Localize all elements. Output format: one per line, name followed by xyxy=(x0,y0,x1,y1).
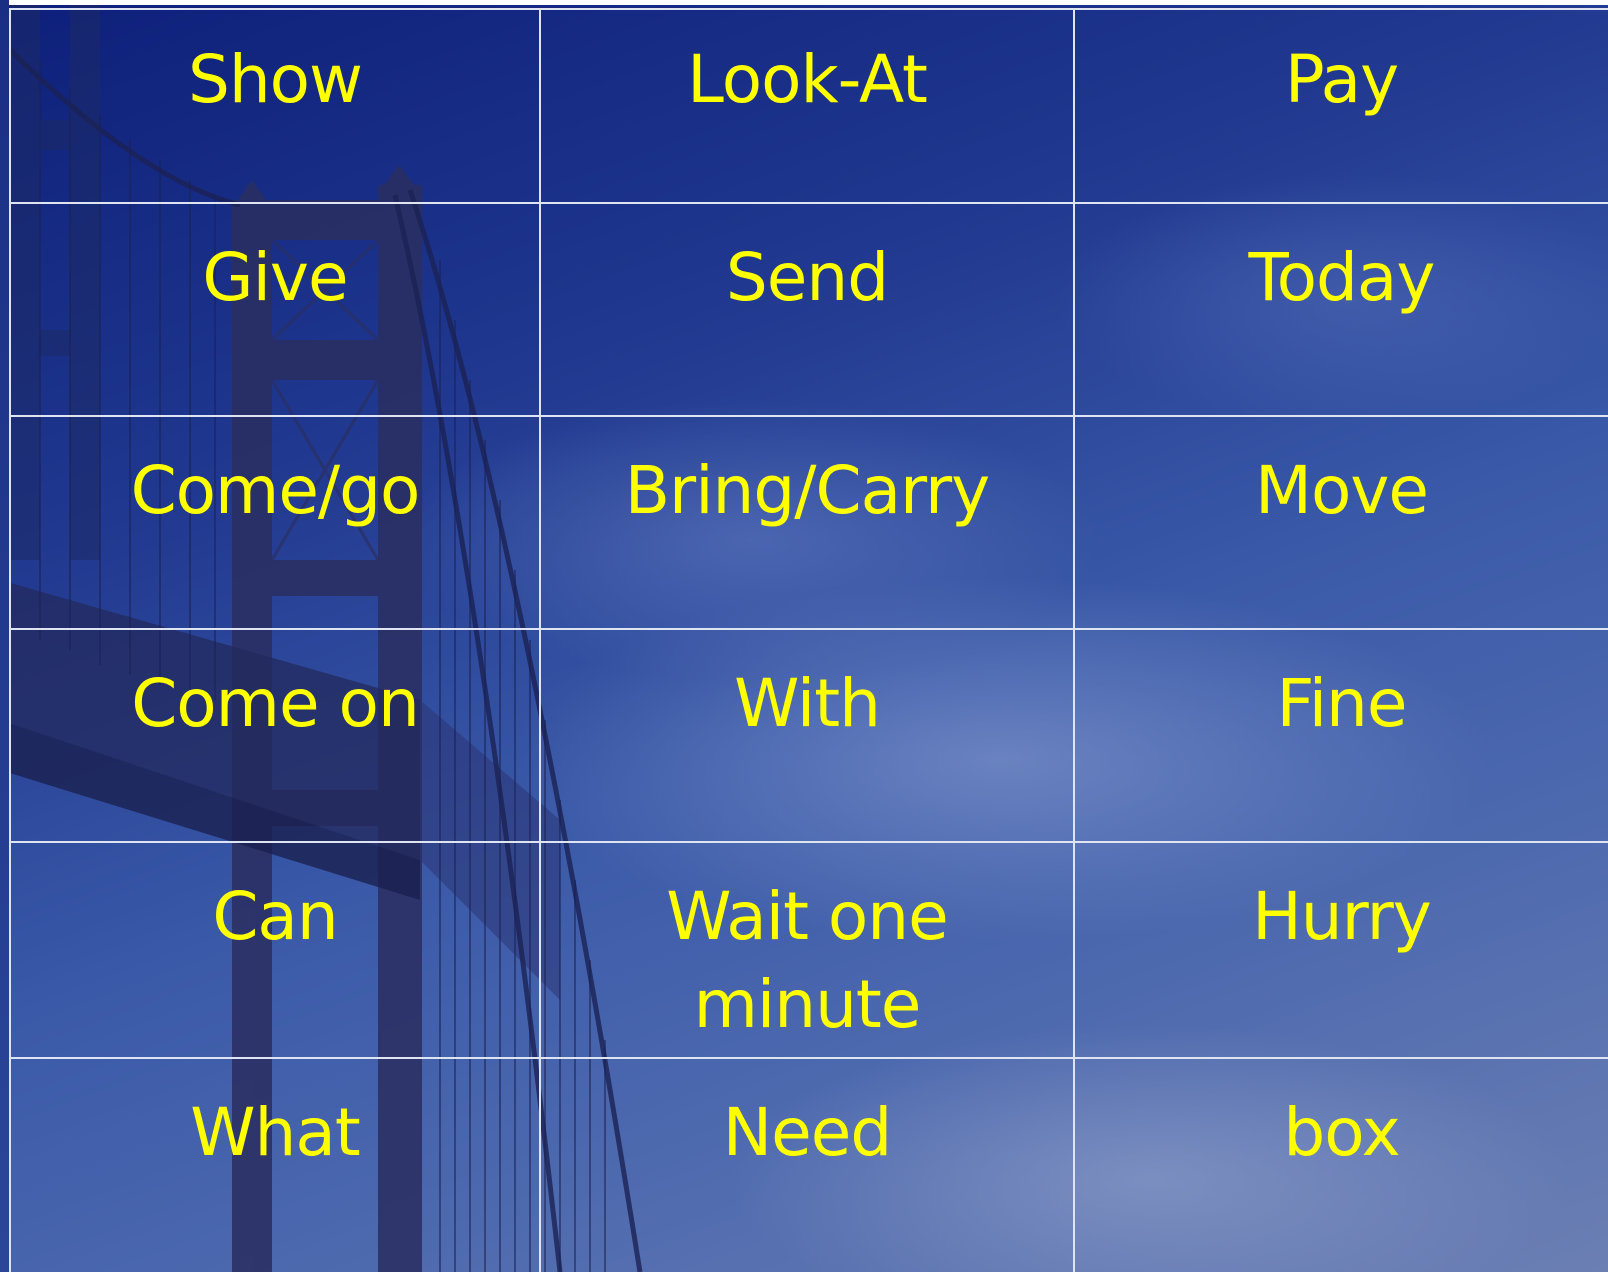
table-cell: Give xyxy=(9,204,541,417)
table-cell: Pay xyxy=(1075,8,1608,204)
vocabulary-table xyxy=(9,8,1608,1272)
table-cell: Send xyxy=(541,204,1075,417)
table-cell: Today xyxy=(1075,204,1608,417)
table-cell: Look-At xyxy=(541,8,1075,204)
table-cell: Can xyxy=(9,843,541,1059)
table-cell: box xyxy=(1283,1094,1400,1171)
table-cell: Show xyxy=(9,8,541,204)
top-border xyxy=(0,0,1608,5)
table-cell: Fine xyxy=(1075,630,1608,843)
table-cell: Move xyxy=(1075,417,1608,630)
table-cell: Come/go xyxy=(9,417,541,630)
table-cell: Hurry xyxy=(1075,843,1608,1059)
left-border xyxy=(0,0,9,1272)
table-cell: With xyxy=(541,630,1075,843)
table-cell: What xyxy=(9,1059,541,1272)
table-cell: Come on xyxy=(9,630,541,843)
table-cell: Bring/Carry xyxy=(541,417,1075,630)
table-cell: Need xyxy=(541,1059,1075,1272)
table-cell: Wait one minute xyxy=(541,843,1075,1059)
